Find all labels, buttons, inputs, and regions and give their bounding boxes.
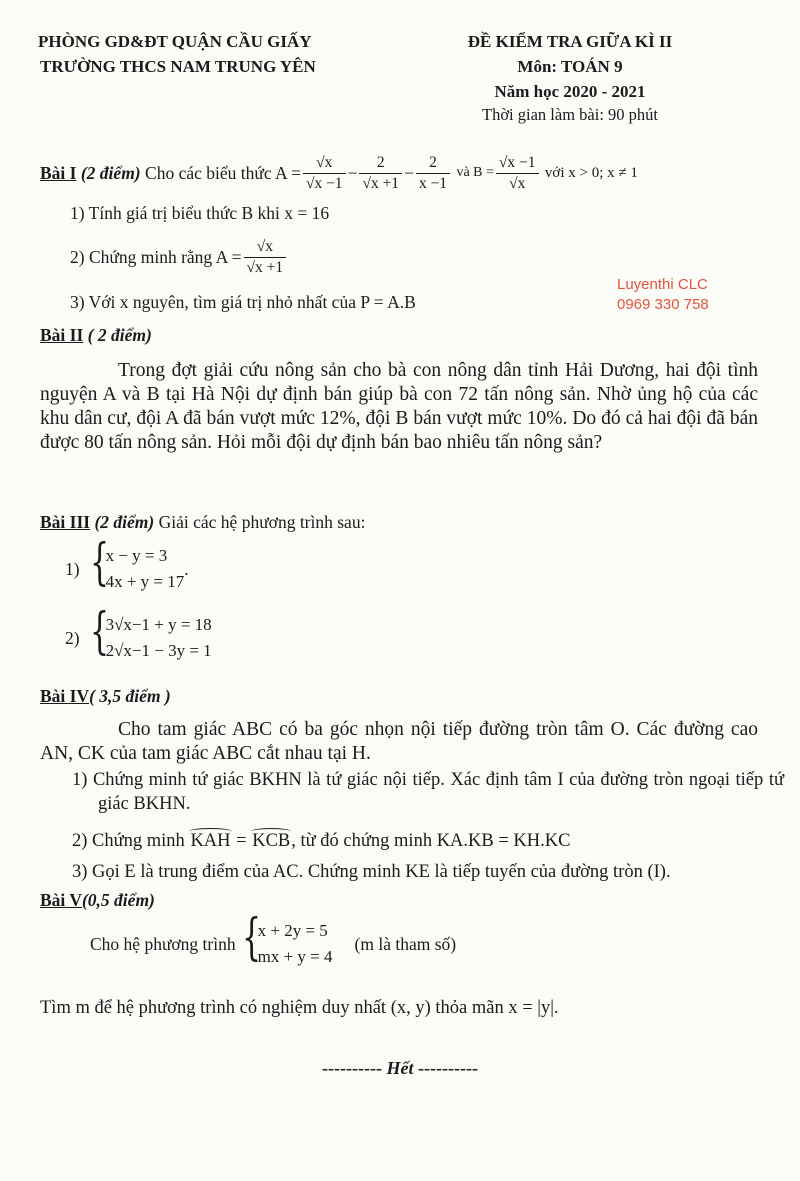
department-name: PHÒNG GD&ĐT QUẬN CẦU GIẤY	[38, 32, 312, 51]
bai2-heading	[40, 325, 152, 346]
bai4-q3: 3) Gọi E là trung điểm của AC. Chứng minh KE là tiếp tuyến của đường tròn (I).	[72, 862, 671, 882]
bai1-intro: Cho các biểu thức A =	[145, 162, 301, 183]
bai2-title: Bài II	[40, 325, 84, 345]
arc-kcb: KCB	[252, 831, 291, 851]
bai5-points: (0,5 điểm)	[81, 890, 155, 910]
exam-year: Năm học 2020 - 2021	[494, 82, 646, 101]
exam-time: Thời gian làm bài: 90 phút	[482, 105, 658, 124]
bai3-intro: Giải các hệ phương trình sau:	[158, 512, 366, 532]
bai4-heading	[40, 686, 171, 707]
frac-a1: $\frac{√x}{√x -1}$	[303, 154, 346, 193]
bai3-title: Bài III	[40, 512, 91, 532]
school-name: TRƯỜNG THCS NAM TRUNG YÊN	[40, 57, 316, 76]
bai1-points: (2 điểm)	[80, 162, 141, 183]
brace-icon: {	[89, 602, 109, 660]
bai5-question: Tìm m để hệ phương trình có nghiệm duy nhất (x, y) thỏa mãn x = |y|.	[40, 998, 559, 1018]
bai1-statement: Bài I (2 điểm) Cho các biểu thức A = $\frac{√x}{√x -1}$ − $\frac{2}{√x +1}$ − $\frac{2}{x -1}$ và B = $\frac{√x -1}{√x}$ với x > 0; x ≠ 1	[40, 153, 638, 192]
bai5-note: (m là tham số)	[354, 933, 457, 954]
watermark	[617, 275, 709, 315]
brace-icon: {	[89, 533, 109, 591]
bai4-q2: 2) Chứng minh KAH = KCB, từ đó chứng minh KA.KB = KH.KC	[72, 831, 571, 851]
bai4-q1: 1) Chứng minh tứ giác BKHN là tứ giác nội tiếp. Xác định tâm I của đường tròn ngoại tiếp tứ giác BKHN.	[72, 770, 784, 814]
bai1-condition: với x > 0; x ≠ 1	[544, 164, 638, 181]
bai1-q3: 3) Với x nguyên, tìm giá trị nhỏ nhất của P = A.B	[70, 292, 416, 312]
bai5-title: Bài V	[40, 890, 82, 910]
frac-a2: $\frac{2}{√x +1}$	[359, 154, 402, 193]
bai1-q1: 1) Tính giá trị biểu thức B khi x = 16	[70, 203, 330, 223]
bai3-system-2: 2) { 3√x−1 + y = 18 2√x−1 − 3y = 1	[65, 602, 212, 660]
exam-subject: Môn: TOÁN 9	[517, 57, 623, 76]
frac-a-result: $\frac{√x}{√x +1}$	[244, 238, 287, 277]
frac-a3: $\frac{2}{x -1}$	[416, 154, 450, 193]
watermark-phone: 0969 330 758	[617, 296, 709, 313]
bai2-text: Trong đợt giải cứu nông sản cho bà con nông dân tỉnh Hải Dương, hai đội tình nguyện A và B tại Hà Nội dự định bán giúp bà con 72 tấn nông sản. Nhờ ủng hộ của các khu dân cư, đội A đã bán vượt mức 12%, đội B bán vượt mức 10%. Do đó cả hai đội đã bán được 80 tấn nông sản. Hỏi mỗi đội dự định bán bao nhiêu tấn nông sản?	[40, 360, 758, 453]
end-marker: ---------- Hết ----------	[322, 1058, 478, 1078]
bai5-system: Cho hệ phương trình { x + 2y = 5 mx + y = 4 (m là tham số)	[90, 908, 457, 966]
exam-title: ĐỀ KIỂM TRA GIỮA KÌ II	[467, 32, 673, 51]
bai1-mid: và B =	[456, 165, 494, 180]
bai2-points: ( 2 điểm)	[87, 325, 152, 345]
bai3-heading	[40, 512, 365, 533]
brace-icon: {	[241, 908, 261, 966]
arc-kah: KAH	[190, 831, 231, 851]
bai4-title: Bài IV	[40, 686, 90, 706]
end-word: Hết	[386, 1058, 414, 1078]
bai1-q2: 2) Chứng minh rằng A = $\frac{√x}{√x +1}$	[70, 232, 288, 282]
bai3-points: (2 điểm)	[94, 512, 155, 532]
bai4-points: ( 3,5 điểm )	[89, 686, 171, 706]
bai3-system-1: 1) { x − y = 3 4x + y = 17 .	[65, 533, 189, 591]
bai5-heading	[40, 890, 155, 911]
watermark-name: Luyenthi CLC	[617, 276, 708, 293]
bai1-title: Bài I	[40, 162, 77, 183]
bai4-text: Cho tam giác ABC có ba góc nhọn nội tiếp đường tròn tâm O. Các đường cao AN, CK của tam giác ABC cắt nhau tại H.	[40, 719, 758, 764]
frac-b: $\frac{√x -1}{√x}$	[496, 154, 539, 193]
